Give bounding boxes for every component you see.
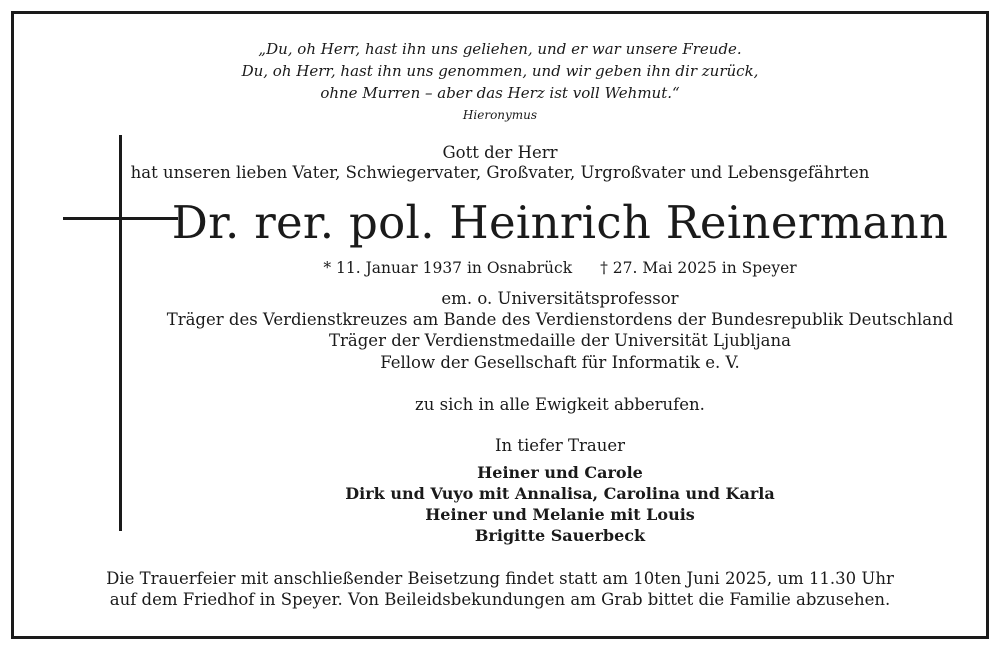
quote-line-3: ohne Murren – aber das Herz ist voll Wehmut.“ (320, 84, 680, 102)
intro-line-2: hat unseren lieben Vater, Schwiegervater, Großvater, Urgroßvater und Lebensgefährten (130, 163, 870, 182)
mourner-line-2: Dirk und Vuyo mit Annalisa, Carolina und Karla (345, 484, 775, 503)
mourning-heading: In tiefer Trauer (494, 436, 626, 455)
death-date: † 27. Mai 2025 in Speyer (600, 259, 797, 277)
title-line-2: Träger des Verdienstkreuzes am Bande des Verdienstordens der Bundesrepublik Deutschland (166, 310, 954, 329)
birth-date: * 11. Januar 1937 in Osnabrück (323, 259, 573, 277)
funeral-line-1: Die Trauerfeier mit anschließender Beisetzung findet statt am 10ten Juni 2025, um 11.30 Uhr (106, 569, 894, 588)
intro-line-1: Gott der Herr (442, 143, 558, 162)
title-line-3: Träger der Verdienstmedaille der Universität Ljubljana (329, 331, 791, 350)
funeral-line-2: auf dem Friedhof in Speyer. Von Beileidsbekundungen am Grab bittet die Familie abzusehen. (109, 590, 891, 609)
quote-author: Hieronymus (462, 108, 538, 122)
mourner-line-3: Heiner und Melanie mit Louis (425, 505, 695, 524)
quote-line-1: „Du, oh Herr, hast ihn uns geliehen, und er war unsere Freude. (258, 40, 742, 58)
deceased-name: Dr. rer. pol. Heinrich Reinermann (171, 196, 949, 249)
called-line: zu sich in alle Ewigkeit abberufen. (415, 395, 705, 414)
title-line-4: Fellow der Gesellschaft für Informatik e. V. (380, 353, 740, 372)
life-dates (60, 258, 1000, 277)
title-line-1: em. o. Universitätsprofessor (441, 289, 679, 308)
quote-line-2: Du, oh Herr, hast ihn uns genommen, und wir geben ihn dir zurück, (241, 62, 759, 80)
mourner-line-4: Brigitte Sauerbeck (474, 526, 646, 545)
mourner-line-1: Heiner und Carole (477, 463, 643, 482)
